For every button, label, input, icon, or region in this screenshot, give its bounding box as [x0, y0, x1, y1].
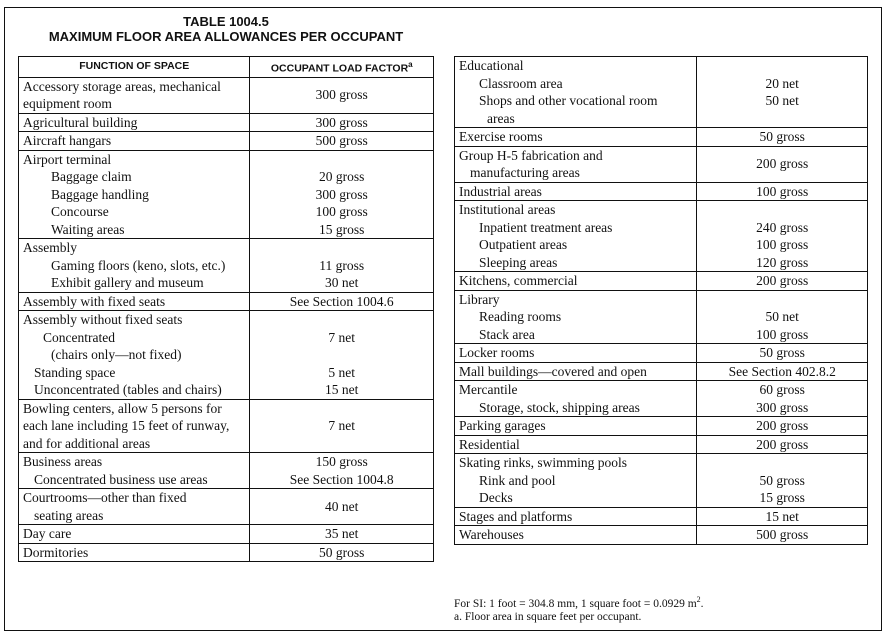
factor-value: 50 gross: [759, 472, 805, 488]
factor-value: 300 gross: [315, 87, 368, 103]
factor-cell: [250, 489, 434, 525]
function-cell: [455, 507, 697, 526]
table-row: [19, 311, 434, 400]
factor-value: [250, 151, 433, 169]
factor-cell: [697, 344, 868, 363]
function-cell: [19, 239, 250, 293]
function-line: Assembly: [23, 240, 77, 255]
function-cell: [19, 543, 250, 562]
factor-cell: [250, 543, 434, 562]
factor-value: 100 gross: [756, 183, 809, 199]
function-line: Exercise rooms: [459, 129, 543, 144]
factor-value: 150 gross: [315, 454, 368, 469]
table-title: [18, 14, 434, 44]
function-cell: [19, 132, 250, 151]
function-line: Parking garages: [459, 418, 546, 433]
function-line: Business areas: [23, 454, 103, 469]
factor-value: 15 net: [325, 382, 359, 397]
table-row: [455, 381, 868, 417]
table-row: [455, 290, 868, 344]
table-row: [455, 57, 868, 128]
table-row: [19, 489, 434, 525]
factor-value: 50 gross: [319, 544, 365, 560]
factor-cell: [250, 239, 434, 293]
factor-value: [250, 239, 433, 257]
factor-cell: [250, 292, 434, 311]
function-line: Airport terminal: [23, 151, 112, 167]
function-cell: [455, 381, 697, 417]
function-line: Classroom area: [479, 75, 563, 91]
function-cell: [455, 362, 697, 381]
table-row: [455, 344, 868, 363]
table-row: [455, 435, 868, 454]
factor-value: 11 gross: [319, 257, 365, 273]
function-line: Decks: [479, 490, 513, 505]
factor-cell: [250, 113, 434, 132]
factor-value: See Section 402.8.2: [728, 363, 836, 379]
function-line: and for additional areas: [23, 435, 151, 451]
factor-value: 40 net: [325, 498, 359, 514]
function-cell: [455, 435, 697, 454]
factor-value: 300 gross: [315, 186, 368, 202]
factor-cell: [697, 146, 868, 182]
left-table-body: [19, 77, 434, 562]
function-line: Concentrated: [43, 329, 115, 345]
factor-value: 60 gross: [759, 382, 805, 397]
function-cell: [455, 454, 697, 508]
factor-value: 100 gross: [756, 326, 809, 342]
function-line: Stages and platforms: [459, 508, 573, 524]
function-line: Baggage handling: [51, 186, 149, 202]
function-line: Industrial areas: [459, 183, 542, 199]
table-row: [455, 182, 868, 201]
function-line: Library: [459, 291, 500, 307]
factor-cell: [697, 381, 868, 417]
right-table: [454, 56, 868, 545]
function-line: equipment room: [23, 96, 112, 111]
factor-value: 100 gross: [756, 237, 809, 252]
function-line: Kitchens, commercial: [459, 273, 578, 288]
factor-cell: [697, 290, 868, 344]
function-line: Storage, stock, shipping areas: [479, 399, 640, 415]
function-line: Institutional areas: [459, 202, 556, 217]
factor-value: 15 gross: [759, 490, 805, 505]
function-line: Accessory storage areas, mechanical: [23, 78, 221, 94]
function-line: Stack area: [479, 326, 535, 342]
factor-cell: [697, 417, 868, 436]
factor-cell: [697, 128, 868, 147]
function-cell: [455, 344, 697, 363]
table-row: [19, 77, 434, 113]
function-line: Baggage claim: [51, 169, 132, 184]
factor-value: 200 gross: [756, 273, 809, 288]
table-row: [19, 525, 434, 544]
function-line: Courtrooms—other than fixed: [23, 490, 187, 505]
function-line: Aircraft hangars: [23, 133, 112, 148]
table-row: [19, 543, 434, 562]
function-line: Waiting areas: [51, 221, 125, 237]
function-line: Concourse: [51, 204, 109, 219]
factor-cell: [697, 526, 868, 545]
table-row: [19, 453, 434, 489]
factor-cell: [697, 57, 868, 128]
factor-value: 500 gross: [756, 527, 809, 542]
function-cell: [455, 272, 697, 291]
factor-value: 240 gross: [756, 219, 809, 235]
function-cell: [19, 150, 250, 239]
function-cell: [19, 489, 250, 525]
factor-value: 50 gross: [759, 129, 805, 144]
function-cell: [455, 57, 697, 128]
function-line: Reading rooms: [479, 309, 562, 324]
function-line: Bowling centers, allow 5 persons for: [23, 400, 222, 416]
factor-value: 15 net: [765, 508, 799, 524]
table-row: [455, 417, 868, 436]
factor-cell: [250, 453, 434, 489]
factor-cell: [697, 435, 868, 454]
table-row: [455, 146, 868, 182]
function-line: Gaming floors (keno, slots, etc.): [51, 257, 226, 273]
function-line: Assembly with fixed seats: [23, 293, 166, 309]
function-line: Educational: [459, 58, 524, 73]
function-cell: [455, 290, 697, 344]
function-line: Rink and pool: [479, 472, 556, 488]
function-cell: [19, 399, 250, 453]
factor-cell: [697, 272, 868, 291]
left-table: [18, 56, 434, 562]
table-row: [19, 239, 434, 293]
footnote-a: a. Floor area in square feet per occupant.: [454, 611, 642, 623]
function-line: Assembly without fixed seats: [23, 312, 183, 327]
factor-cell: [250, 525, 434, 544]
si-footnote: For SI: 1 foot = 304.8 mm, 1 square foot = 0.0929 $m^2$.: [454, 595, 704, 610]
table-row: [19, 113, 434, 132]
function-cell: [19, 292, 250, 311]
function-cell: [19, 77, 250, 113]
function-line: Agricultural building: [23, 114, 138, 130]
factor-cell: [250, 399, 434, 453]
function-cell: [19, 113, 250, 132]
factor-value: See Section 1004.6: [289, 293, 394, 309]
function-cell: [455, 201, 697, 272]
function-cell: [19, 311, 250, 400]
table-caption: MAXIMUM FLOOR AREA ALLOWANCES PER OCCUPANT: [48, 29, 404, 44]
factor-cell: [697, 201, 868, 272]
function-line: areas: [487, 110, 515, 126]
factor-value: 50 gross: [759, 345, 805, 360]
function-cell: [455, 146, 697, 182]
function-cell: [455, 128, 697, 147]
factor-spacer: [250, 346, 433, 364]
function-line: Shops and other vocational room: [479, 93, 658, 108]
function-line: Sleeping areas: [479, 254, 558, 270]
function-header: FUNCTION OF SPACE: [19, 57, 250, 78]
factor-value: 7 net: [328, 329, 356, 345]
factor-cell: [697, 182, 868, 201]
function-line: Residential: [459, 436, 520, 452]
table-row: [455, 507, 868, 526]
factor-value: 30 net: [325, 275, 359, 290]
table-row: [19, 150, 434, 239]
function-cell: [455, 182, 697, 201]
table-row: [455, 128, 868, 147]
function-line: Dormitories: [23, 544, 89, 560]
factor-value: 7 net: [328, 418, 356, 433]
factor-value: 300 gross: [315, 114, 368, 130]
function-line: Skating rinks, swimming pools: [459, 455, 628, 470]
table-number: TABLE 1004.5: [183, 14, 269, 29]
factor-value: 20 net: [765, 75, 799, 91]
table-row: [455, 201, 868, 272]
function-line: Group H-5 fabrication and: [459, 147, 603, 163]
factor-cell: [697, 454, 868, 508]
function-line: Outpatient areas: [479, 237, 568, 252]
factor-value: 200 gross: [756, 418, 809, 433]
table-row: [455, 454, 868, 508]
factor-value: 120 gross: [756, 254, 809, 270]
factor-value: [697, 454, 867, 472]
function-line: Exhibit gallery and museum: [51, 275, 204, 290]
factor-value: [697, 110, 867, 128]
factor-value: 5 net: [328, 364, 356, 380]
function-cell: [455, 526, 697, 545]
factor-value: 100 gross: [315, 204, 368, 219]
factor-value: 35 net: [325, 526, 359, 541]
factor-header: OCCUPANT LOAD FACTOR$^a$: [250, 57, 434, 78]
factor-value: [697, 57, 867, 75]
function-line: seating areas: [34, 507, 104, 523]
factor-cell: [250, 311, 434, 400]
function-line: Unconcentrated (tables and chairs): [34, 382, 222, 397]
factor-cell: [250, 150, 434, 239]
factor-value: 50 net: [765, 309, 799, 324]
factor-value: 15 gross: [319, 221, 365, 237]
function-cell: [455, 417, 697, 436]
function-line: manufacturing areas: [470, 165, 580, 180]
table-row: [455, 362, 868, 381]
factor-cell: [250, 77, 434, 113]
table-row: [19, 292, 434, 311]
factor-value: [697, 291, 867, 309]
factor-cell: [250, 132, 434, 151]
function-line: (chairs only—not fixed): [51, 347, 182, 362]
table-row: [19, 132, 434, 151]
factor-cell: [697, 362, 868, 381]
factor-value: 50 net: [765, 93, 799, 108]
function-line: Day care: [23, 526, 72, 541]
factor-value: 300 gross: [756, 399, 809, 415]
function-line: Mercantile: [459, 382, 518, 397]
factor-cell: [697, 507, 868, 526]
function-line: Mall buildings—covered and open: [459, 363, 647, 379]
function-line: Inpatient treatment areas: [479, 219, 613, 235]
factor-spacer: [250, 311, 433, 329]
function-line: Standing space: [34, 364, 116, 380]
table-row: [19, 399, 434, 453]
table-row: [455, 272, 868, 291]
function-line: Warehouses: [459, 527, 524, 542]
factor-value: See Section 1004.8: [289, 471, 394, 487]
function-line: Locker rooms: [459, 345, 535, 360]
factor-value: [697, 201, 867, 219]
factor-value: 200 gross: [756, 156, 809, 172]
right-table-body: [455, 57, 868, 545]
factor-value: 20 gross: [319, 169, 365, 184]
table-row: [455, 526, 868, 545]
function-cell: [19, 525, 250, 544]
factor-value: 200 gross: [756, 436, 809, 452]
factor-value: 500 gross: [315, 133, 368, 148]
function-line: each lane including 15 feet of runway,: [23, 418, 230, 433]
function-line: Concentrated business use areas: [34, 471, 208, 487]
function-cell: [19, 453, 250, 489]
